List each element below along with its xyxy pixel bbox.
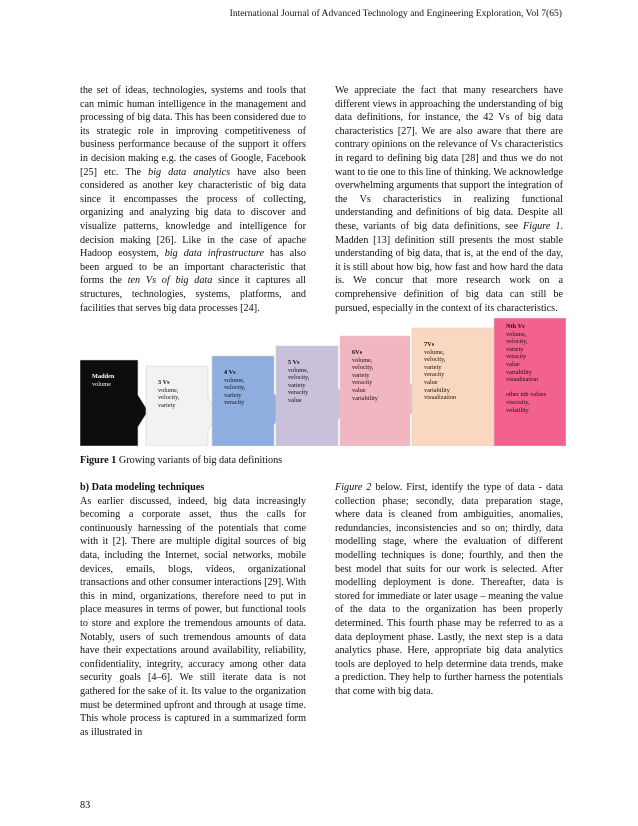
variant-block-line: velocity, (352, 364, 374, 372)
section-heading: b) Data modeling techniques (80, 482, 205, 493)
variant-block-line: velocity, (158, 394, 180, 402)
variant-block-label (154, 376, 208, 412)
variant-block-line: velocity, (224, 384, 246, 392)
variant-block-label (502, 320, 566, 417)
variant-block-line: volume, (352, 356, 373, 364)
variant-block-line: veracity (352, 379, 373, 387)
variant-block-line: value (288, 396, 302, 404)
variant-block-line: volume (92, 380, 111, 388)
right-column-bottom (335, 481, 563, 699)
page-number: 83 (80, 800, 91, 811)
variant-block-line: velocity, (288, 374, 310, 382)
paragraph: Figure 2 below. First, identify the type of data - data collection phase; secondly, data preparation stage, where data is cleaned from ambiguities, anomalies, redundancies, inconsistencies and so on; thirdly, data modelling stage, where the evaluation of different modelling techniques is done; fourthly, and then the best model that suits for our work is selected. After modelling deployment is done. Thereafter, data is stored for immediate or later usage – meaning the value of the data to the organization has been properly determined. This fourth phase may be referred to as a data deployment phase. Lastly, the next step is a data analytics phase. Here, appropriate big data analytics tools are deployed to help determine data trends, make a prediction. They help to further harness the potentials that come with big data. (335, 482, 563, 697)
right-column-top (335, 84, 563, 315)
variant-block-title: Nth Vs (506, 323, 525, 330)
variant-block-label (348, 346, 410, 405)
variant-block-title: 4 Vs (224, 369, 236, 376)
variant-block-line: volume, (224, 376, 245, 384)
variant-block-line: value (506, 360, 520, 368)
variant-block-label (88, 370, 138, 391)
variant-block-line: volume, (158, 386, 179, 394)
variant-block-line: volume, (424, 348, 445, 356)
variant-block-line: viscosity, (506, 398, 530, 406)
variant-block-line: visualization (506, 376, 539, 384)
variant-block-line: value (352, 386, 366, 394)
variant-block-line: velocity, (506, 338, 528, 346)
variant-block-title: 6Vs (352, 349, 363, 356)
paragraph: the set of ideas, technologies, systems and tools that can mimic human intelligence in the management and processing of big data. This has been considered due to its strategic role in improving competitiveness of business performance because of the support it offers in decision making e.g. the cases of Google, Facebook [25] etc. The big data analytics have also been considered as another key characteristic of big data since it encompasses the process of collecting, organizing and analyzing big data to discover and visualize patterns, knowledge and intelligence for decision making [26]. Like in the case of apache Hadoop eosystem, big data infrastructure has also been argued to be an important characteristic that forms the ten Vs of big data since it captures all structures, technologies, systems, platforms, and facilities that serves big data processes [24]. (80, 85, 307, 314)
running-head: International Journal of Advanced Technology and Engineering Exploration, Vol 7(65) (229, 8, 562, 19)
variant-block-line: variety (352, 371, 370, 379)
variant-block-line: volatility (506, 406, 529, 414)
variant-block-line: variety (424, 363, 442, 371)
variant-block-line: variety (224, 391, 242, 399)
variant-block-line: velocity, (424, 356, 446, 364)
variant-block-title: 5 Vs (288, 359, 300, 366)
variant-block-line: other nth values (506, 391, 547, 399)
paragraph: As earlier discussed, indeed, big data increasingly becoming a corporate asset, thus the calls for continuously harnessing of the potentials that come with it [2]. There are multiple digital sources of big data, including the Internet, social networks, mobile devices, emails, blogs, videos, organizational transactions and other consumer interactions [29]. With this in mind, organizations, therefore need to put in place measures in terms of power, but functional tools to store and explore the tremendous amounts of data. Notably, users of such tremendous amounts of data have their expectations around availability, reliability, confidentiality, integrity, accuracy among other data security goals [4–6]. We still iterate data is not gathered for the sake of it. Its value to the organization must be determined upfront and through at usage time. This whole process is captured in a summarized form as illustrated in (80, 495, 307, 738)
variant-block-line: veracity (424, 371, 445, 379)
variant-block-line: veracity (506, 353, 527, 361)
variant-block-label (284, 356, 338, 408)
left-column-bottom (80, 481, 306, 739)
variant-block-line: variety (158, 401, 176, 409)
variant-block-line: variability (506, 368, 532, 376)
variant-block-label (420, 338, 494, 405)
variant-block-line: variability (424, 386, 450, 394)
figure-growing-variants (80, 318, 566, 446)
variant-block-line: variability (352, 394, 378, 402)
variant-block-line: variety (288, 381, 306, 389)
variant-block-line: value (424, 378, 438, 386)
variant-block-line: variety (506, 345, 524, 353)
paragraph: We appreciate the fact that many researchers have different views in approaching the understanding of big data definitions, for instance, the 42 Vs of big data characteristics [27]. We are also aware that there are contrary opinions on the relevance of Vs characteristics in regard to defining big data [28] and thus we do not want to tie one to this line of thinking. We acknowledge overwhelming arguments that support the integration of the Vs characteristics in realizing functional understanding and definitions of big data. Despite all these, variants of big data definitions, see Figure 1. Madden [13] definition still presents the most stable understanding of big data, that is, at the end of the day, it is still about how big, how fast and how hard the data is. We concur that more research work on a comprehensive definition of big data can still be pursued, especially in the context of its characteristics. (335, 85, 563, 314)
variant-block-title: Madden (92, 373, 115, 380)
variant-block-line (506, 384, 562, 392)
variant-block-title: 3 Vs (158, 379, 170, 386)
variant-block-label (220, 366, 274, 410)
variant-block-line: volume, (506, 330, 527, 338)
left-column-top (80, 84, 306, 315)
variant-block-line: volume, (288, 366, 309, 374)
figure-caption: Figure 1 Growing variants of big data definitions (80, 455, 283, 466)
variant-block-line: veracity (224, 399, 245, 407)
variant-block-title: 7Vs (424, 341, 435, 348)
variant-block-line: veracity (288, 389, 309, 397)
variant-block-line: visualization (424, 394, 457, 402)
